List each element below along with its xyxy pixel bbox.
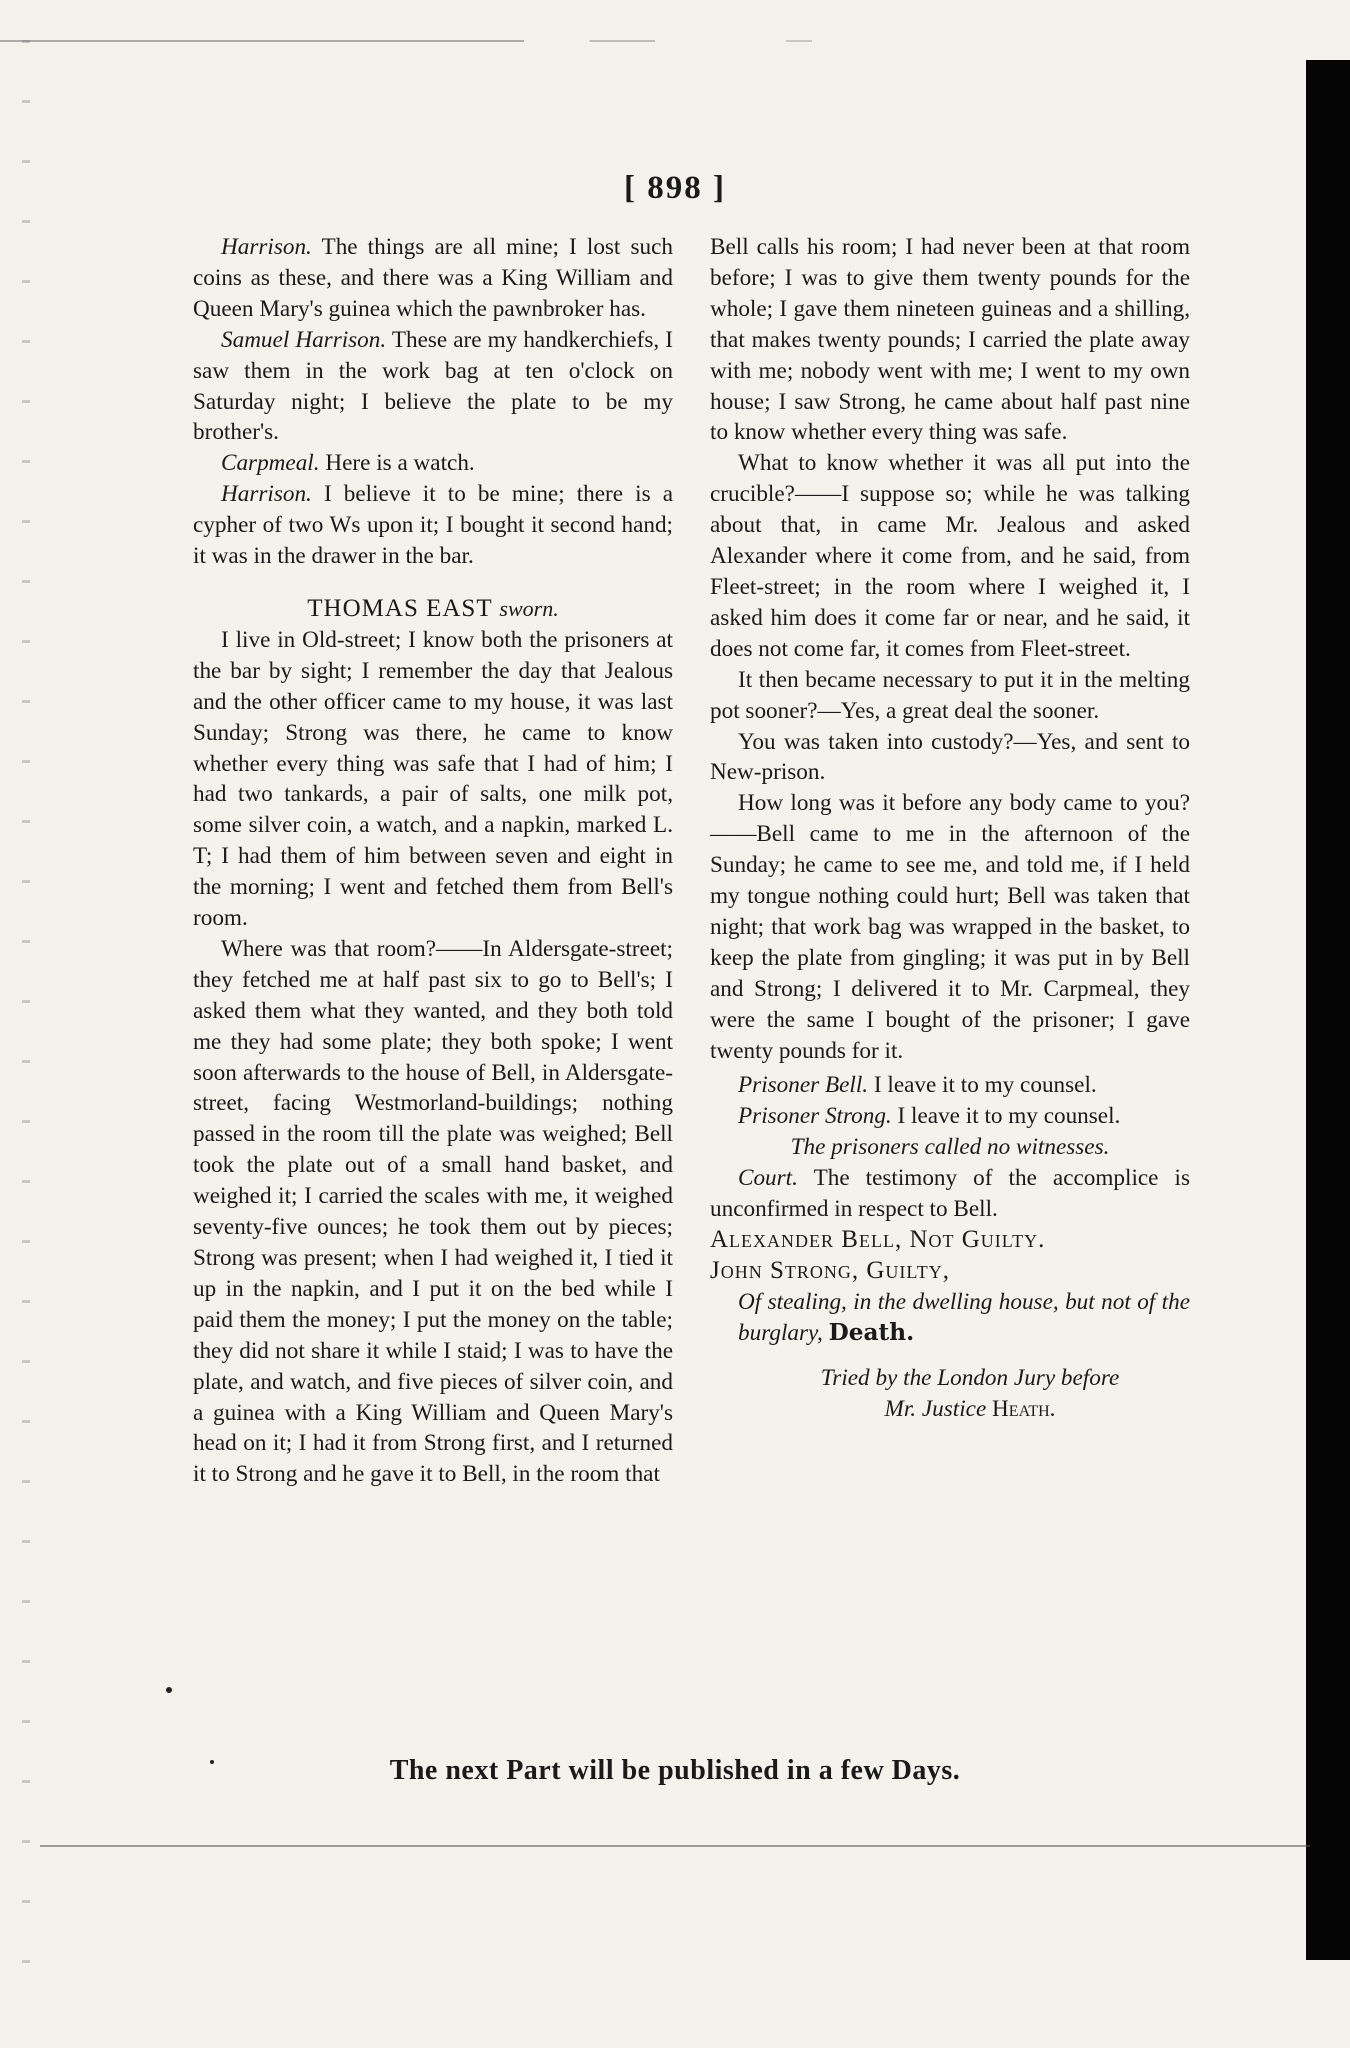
speaker-name: Carpmeal. [221,450,320,477]
speaker-name: Harrison. [221,481,312,508]
binding-margin [22,40,30,2000]
continued-paragraph: Bell calls his room; I had never been at that room before; I was to give them twenty pounds for the whole; I gave them nineteen guineas and a shilling, that makes twenty pounds; I carried the plate away with me; nobody went with me; I went to my own house; I saw Strong, he came about half past nine to know whether every thing was safe. [710,234,1190,446]
sentence-text: Of stealing, in the dwelling house, but not of the burglary, [738,1288,1190,1346]
trial-note-line2 [750,1394,1190,1425]
witness-paragraph: It then became necessary to put it in the melting pot sooner?—Yes, a great deal the sooner. [710,666,1190,724]
judge-title: Mr. Justice [884,1395,987,1422]
testimony-paragraph [193,448,673,479]
testimony-text: I believe it to be mine; there is a cypher of two Ws upon it; I bought it second hand; it was in the drawer in the bar. [193,481,673,570]
page-number: [ 898 ] [624,170,726,206]
bottom-rule [40,1845,1310,1847]
trial-note [710,1363,1190,1425]
right-column [710,232,1190,1424]
testimony-text: Here is a watch. [325,450,475,477]
court-statement [710,1163,1190,1225]
testimony-paragraph [193,325,673,449]
testimony-text: The things are all mine; I lost such coins as these, and there was a King William and Queen Mary's guinea which the pawnbroker has. [193,234,673,322]
witness-paragraph: I live in Old-street; I know both the prisoners at the bar by sight; I remember the day that Jealous and the other officer came to my house, it was last Sunday; Strong was there, he came to know whether every thing was safe that I had of him; I had two tankards, a pair of salts, one milk pot, some silver coin, a watch, and a napkin, marked L. T; I had them of him between seven and eight in the morning; I went and fetched them from Bell's room. [193,626,673,932]
statement-text: I leave it to my counsel. [897,1103,1121,1130]
sentence [710,1287,1190,1349]
testimony-text: These are my handkerchiefs, I saw them in the work bag at ten o'clock on Saturday night; I believe the plate to be my brother's. [193,326,673,446]
speaker-name: Prisoner Bell. [738,1072,869,1099]
witness-name: THOMAS EAST [307,594,493,622]
testimony-paragraph [193,479,673,572]
speaker-name: Prisoner Strong. [738,1103,892,1130]
verdict-bell: Alexander Bell, Not Guilty. [710,1226,1046,1253]
witness-paragraph: What to know whether it was all put into the crucible?——I suppose so; while he was talking about that, in came Mr. Jealous and asked Alexander where it come from, and he said, from Fleet-street; in the room where I weighed it, I asked him does it come far or near, and he said, it does not come far, it comes from Fleet-street. [710,450,1190,662]
statement-text: I leave it to my counsel. [873,1072,1097,1099]
footer-notice: The next Part will be published in a few Days. [389,1755,961,1786]
trial-note-line1: Tried by the London Jury before [820,1364,1120,1391]
witness-heading [193,594,673,625]
verdict-strong: John Strong, Guilty, [710,1256,951,1284]
court-text: The testimony of the accomplice is unconfirmed in respect to Bell. [710,1165,1190,1223]
witness-paragraph: Where was that room?——In Aldersgate-street; they fetched me at half past six to go to Bell's; I asked them what they wanted, and they both told me they had some plate; they both spoke; I went soon afterwards to the house of Bell, in Aldersgate-street, facing Westmorland-buildings; nothing passed in the room till the plate was weighed; Bell took the plate out of a small hand basket, and weighed it; I carried the scales with me, it weighed seventy-five ounces; he took them out by pieces; Strong was present; when I had weighed it, I tied it up in the napkin, and I put it on the bed while I paid them the money; I put the money on the table; they did not share it while I staid; I was to have the plate, and watch, and five pieces of silver coin, and a guinea with a King William and Queen Mary's head on it; I had it from Strong first, and I returned it to Strong and he gave it to Bell, in the room that [193,935,673,1488]
scan-edge-top [0,40,1310,42]
speaker-name: Samuel Harrison. [221,326,387,353]
testimony-paragraph [193,232,673,325]
left-column [193,232,673,1490]
ink-speck [166,1687,172,1693]
sentence-death: Death. [828,1318,915,1346]
witness-sworn: sworn. [499,595,559,621]
witness-paragraph: How long was it before any body came to you?——Bell came to me in the afternoon of the Sunday; he came to see me, and told me, if I held my tongue nothing could hurt; Bell was taken that night; that work bag was wrapped in the basket, to keep the plate from gingling; it was put in by Bell and Strong; I delivered it to Mr. Carpmeal, they were the same I bought of the prisoner; I gave twenty pounds for it. [710,790,1190,1064]
scan-border-right [1306,60,1350,1960]
prisoner-statement [710,1070,1190,1101]
witness-paragraph: You was taken into custody?—Yes, and sent to New-prison. [710,728,1190,786]
no-witnesses-note: The prisoners called no witnesses. [790,1134,1110,1161]
prisoner-statement [710,1101,1190,1132]
judge-name: Heath. [992,1395,1056,1422]
speaker-name: Harrison. [221,234,312,260]
speaker-name: Court. [738,1165,798,1192]
